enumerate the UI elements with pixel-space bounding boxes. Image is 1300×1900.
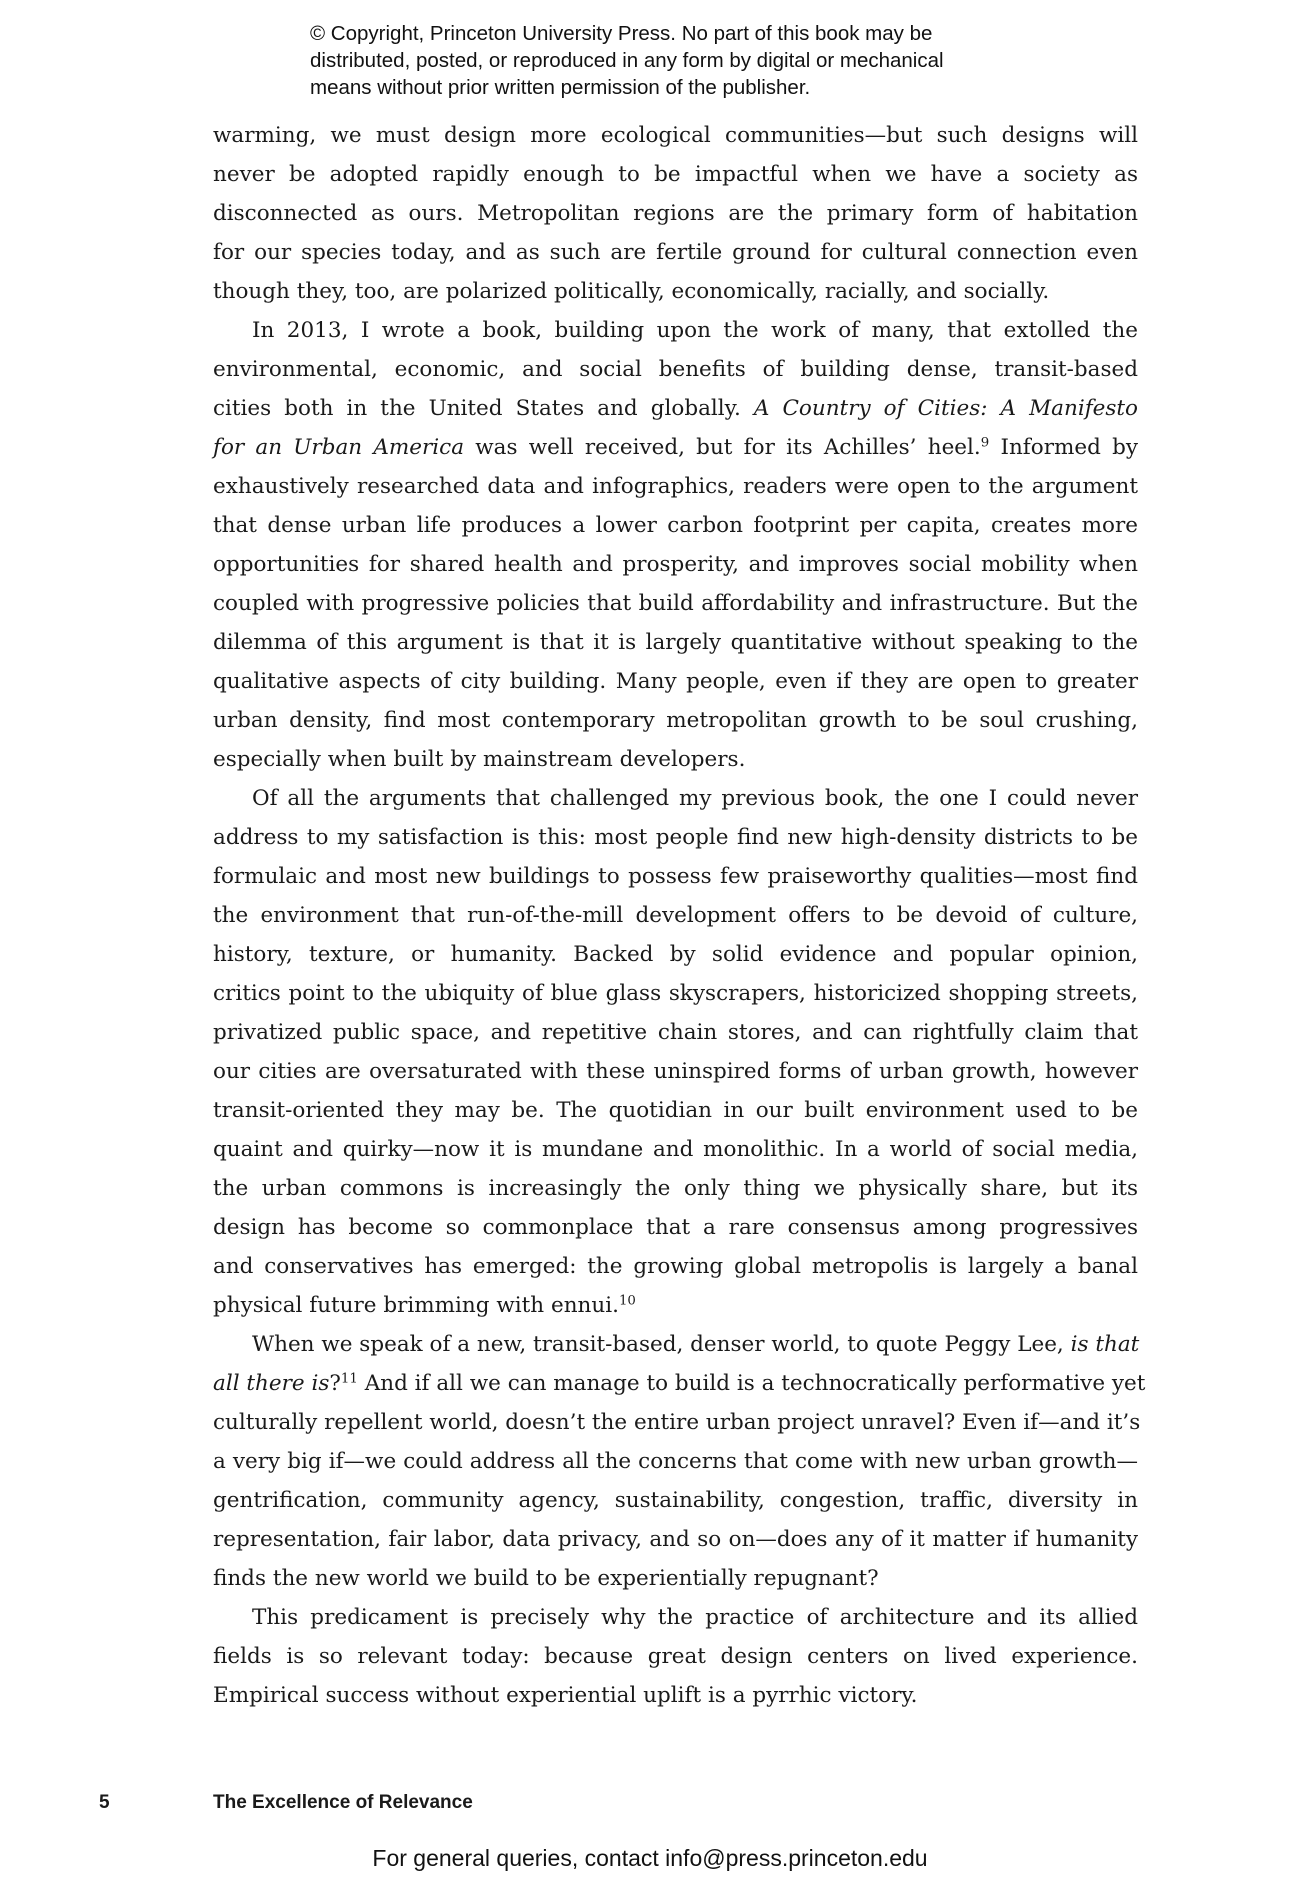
text-span: physical future brimming with ennui. (213, 1293, 619, 1318)
text-span: opportunities for shared health and prosperity, and improves social mobility when (213, 552, 1138, 577)
text-line (213, 1442, 1138, 1481)
text-span: privatized public space, and repetitive chain stores, and can rightfully claim that (213, 1020, 1138, 1045)
italic-text: for an Urban America (213, 435, 465, 460)
text-span: culturally repellent world, doesn’t the entire urban project unravel? Even if—and it’s (213, 1410, 1141, 1435)
text-span: and conservatives has emerged: the growing global metropolis is largely a banal (213, 1254, 1138, 1279)
text-line (213, 272, 1138, 311)
text-line (213, 389, 1138, 428)
text-span: coupled with progressive policies that build affordability and infrastructure. But the (213, 591, 1138, 616)
text-span: especially when built by mainstream developers. (213, 747, 746, 772)
text-span: cities both in the United States and globally. (213, 396, 754, 421)
text-span: for our species today, and as such are fertile ground for cultural connection even (213, 240, 1138, 265)
text-line (213, 623, 1138, 662)
text-line (213, 506, 1138, 545)
text-line (213, 428, 1138, 467)
text-line (213, 155, 1138, 194)
text-line (213, 1559, 1138, 1598)
text-line (213, 1598, 1138, 1637)
text-line (213, 1325, 1138, 1364)
text-span: critics point to the ubiquity of blue glass skyscrapers, historicized shopping streets, (213, 981, 1138, 1006)
text-span: urban density, find most contemporary metropolitan growth to be soul crushing, (213, 708, 1138, 733)
copyright-line: distributed, posted, or reproduced in any form by digital or mechanical (310, 49, 944, 72)
text-span: design has become so commonplace that a rare consensus among progressives (213, 1215, 1138, 1240)
text-line (213, 1676, 1138, 1715)
italic-text: A Country of Cities: A Manifesto (753, 396, 1139, 421)
text-span: warming, we must design more ecological communities—but such designs will (213, 123, 1138, 148)
text-line (213, 1520, 1138, 1559)
text-span: never be adopted rapidly enough to be impactful when we have a society as (213, 162, 1138, 187)
text-line (213, 311, 1138, 350)
text-line (213, 818, 1138, 857)
text-line (213, 1169, 1138, 1208)
copyright-line: means without prior written permission of the publisher. (310, 76, 811, 99)
text-line (213, 1403, 1141, 1442)
italic-text: all there is (213, 1371, 330, 1396)
paragraph (213, 1325, 1146, 1598)
text-span: Empirical success without experiential uplift is a pyrrhic victory. (213, 1683, 918, 1708)
text-line (213, 857, 1138, 896)
footnote-ref: 10 (618, 1293, 636, 1309)
text-line (213, 1013, 1138, 1052)
text-line (213, 1286, 1138, 1325)
text-line (213, 1130, 1138, 1169)
text-line (213, 1481, 1138, 1520)
text-line (213, 233, 1138, 272)
text-span: disconnected as ours. Metropolitan regions are the primary form of habitation (213, 201, 1138, 226)
text-line (213, 1364, 1146, 1403)
text-span: finds the new world we build to be experientially repugnant? (213, 1566, 879, 1591)
running-title: The Excellence of Relevance (213, 1792, 473, 1813)
text-span: history, texture, or humanity. Backed by solid evidence and popular opinion, (213, 942, 1138, 967)
text-line (213, 1208, 1138, 1247)
paragraph (213, 1598, 1138, 1715)
text-line (213, 935, 1138, 974)
paragraph (213, 311, 1138, 779)
text-line (213, 194, 1138, 233)
text-span: gentrification, community agency, sustainability, congestion, traffic, diversity in (213, 1488, 1138, 1513)
text-span: a very big if—we could address all the concerns that come with new urban growth— (213, 1449, 1138, 1474)
text-line (213, 350, 1138, 389)
footnote-ref: 9 (980, 435, 990, 451)
text-line (213, 974, 1138, 1013)
text-span: And if all we can manage to build is a technocratically performative yet (357, 1371, 1146, 1396)
text-span: though they, too, are polarized politically, economically, racially, and socially. (213, 279, 1050, 304)
text-line (213, 896, 1138, 935)
text-span: Of all the arguments that challenged my previous book, the one I could never (252, 786, 1138, 811)
paragraph (213, 116, 1138, 311)
text-span: When we speak of a new, transit-based, denser world, to quote Peggy Lee, (252, 1332, 1071, 1357)
text-span: environmental, economic, and social benefits of building dense, transit-based (213, 357, 1138, 382)
contact-line: For general queries, contact info@press.princeton.edu (372, 1845, 928, 1871)
text-span: This predicament is precisely why the practice of architecture and its allied (252, 1605, 1138, 1630)
text-span: that dense urban life produces a lower carbon footprint per capita, creates more (213, 513, 1138, 538)
italic-text: is that (1070, 1332, 1140, 1357)
text-span: ? (329, 1371, 341, 1396)
text-line (213, 1091, 1138, 1130)
footnote-ref: 11 (340, 1371, 358, 1387)
page-number: 5 (99, 1792, 110, 1813)
text-line (213, 1052, 1138, 1091)
text-line (213, 779, 1138, 818)
text-span: the urban commons is increasingly the only thing we physically share, but its (213, 1176, 1138, 1201)
text-line (213, 467, 1138, 506)
text-span: our cities are oversaturated with these uninspired forms of urban growth, however (213, 1059, 1138, 1084)
copyright-notice (310, 20, 1070, 101)
text-span: the environment that run-of-the-mill development offers to be devoid of culture, (213, 903, 1138, 928)
paragraph (213, 779, 1138, 1325)
text-line (213, 740, 1138, 779)
text-span: Informed by (989, 435, 1138, 460)
text-span: formulaic and most new buildings to possess few praiseworthy qualities—most find (213, 864, 1138, 889)
text-span: qualitative aspects of city building. Many people, even if they are open to greater (213, 669, 1138, 694)
text-span: transit-oriented they may be. The quotidian in our built environment used to be (213, 1098, 1138, 1123)
text-span: In 2013, I wrote a book, building upon the work of many, that extolled the (252, 318, 1138, 343)
text-line (213, 662, 1138, 701)
text-line (213, 545, 1138, 584)
text-span: dilemma of this argument is that it is largely quantitative without speaking to the (213, 630, 1138, 655)
text-line (213, 701, 1138, 740)
body-text (213, 116, 1146, 1715)
text-span: address to my satisfaction is this: most people find new high-density districts to be (213, 825, 1138, 850)
text-line (213, 116, 1138, 155)
text-line (213, 1637, 1138, 1676)
text-line (213, 1247, 1138, 1286)
text-span: exhaustively researched data and infographics, readers were open to the argument (213, 474, 1138, 499)
text-span: quaint and quirky—now it is mundane and monolithic. In a world of social media, (213, 1137, 1138, 1162)
text-span: was well received, but for its Achilles’ heel. (464, 435, 981, 460)
text-span: representation, fair labor, data privacy, and so on—does any of it matter if humanity (213, 1527, 1138, 1552)
text-span: fields is so relevant today: because great design centers on lived experience. (213, 1644, 1138, 1669)
text-line (213, 584, 1138, 623)
copyright-line: © Copyright, Princeton University Press. No part of this book may be (310, 22, 933, 45)
